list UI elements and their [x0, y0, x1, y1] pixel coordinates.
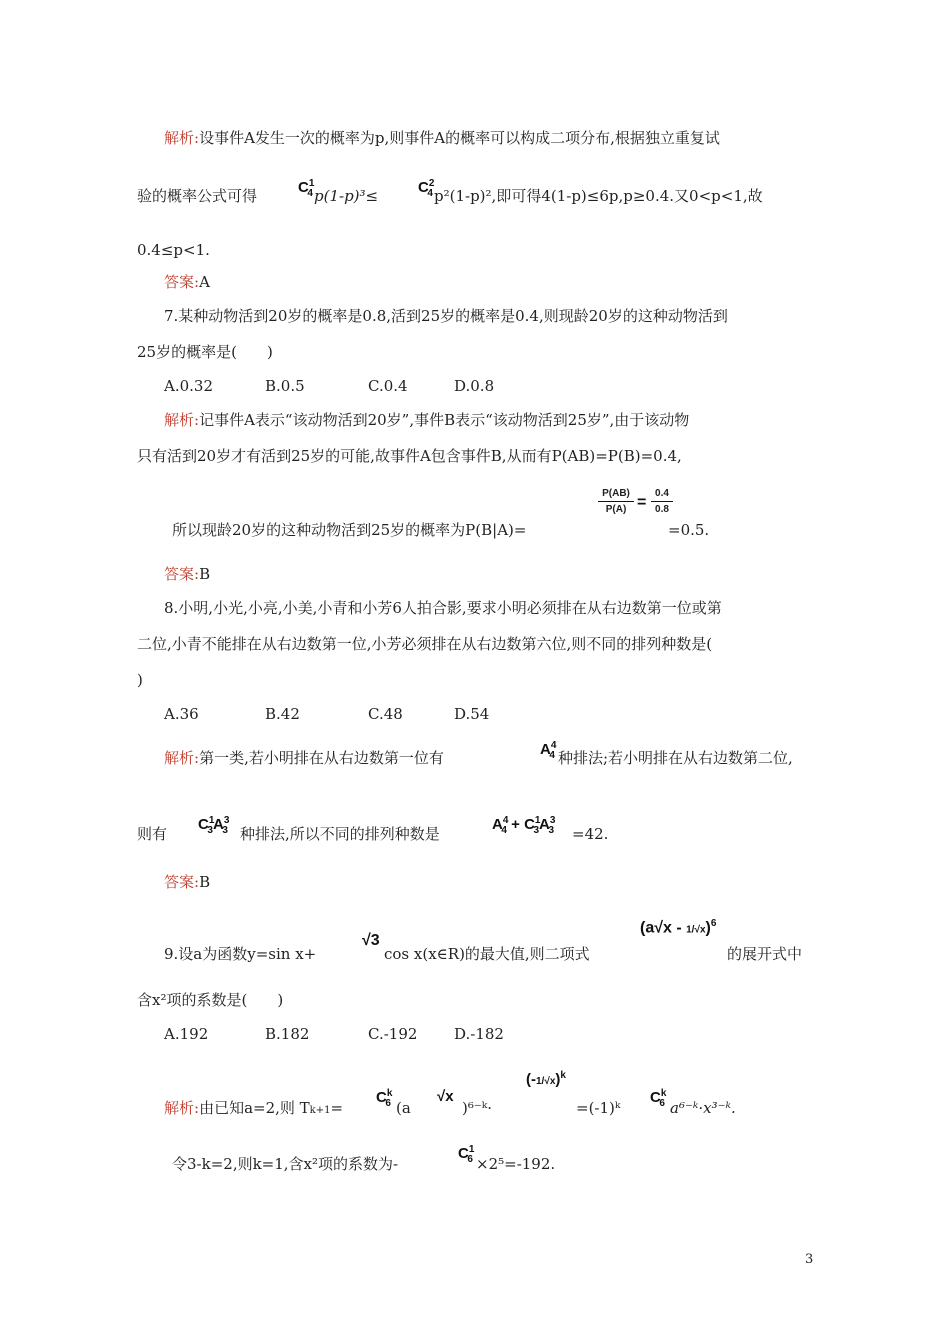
sqrt-3: √3 [362, 932, 380, 949]
q6-answer [164, 272, 210, 292]
q9-analysis-1d: =(-1)ᵏ [576, 1099, 621, 1117]
analysis-label: 解析: [164, 1099, 200, 1117]
q9-analysis-1b: (a [396, 1099, 411, 1117]
combination-c41: $C^1_4$ [298, 178, 315, 199]
page-number: 3 [805, 1252, 814, 1267]
answer-value: B [199, 873, 211, 891]
q8-analysis-line1 [164, 748, 444, 768]
q7-option-c: C.0.4 [368, 377, 408, 395]
sum-a44-c31a33: $A^4_4 + C^1_3A^3_3$ [492, 815, 556, 836]
analysis-text: 由已知a=2,则 T [199, 1099, 310, 1117]
q9-stem-line1a: 9.设a为函数y=sin x+ [164, 945, 317, 963]
analysis-text: 设事件A发生一次的概率为p,则事件A的概率可以构成二项分布,根据独立重复试 [199, 129, 720, 147]
q6-analysis-line2c: p²(1-p)²,即可得4(1-p)≤6p,p≥0.4.又0<p<1,故 [434, 187, 763, 205]
q9-option-d: D.-182 [454, 1025, 504, 1043]
q8-stem-line2: 二位,小青不能排在从右边数第一位,小芳必须排在从右边数第六位,则不同的排列种数是( [137, 635, 713, 653]
q7-option-d: D.0.8 [454, 377, 495, 395]
answer-value: A [199, 273, 210, 291]
q8-analysis-line1b: 种排法;若小明排在从右边数第二位, [558, 749, 793, 767]
q9-analysis-1c: )⁶⁻ᵏ· [462, 1099, 493, 1117]
sqrt-x: √x [437, 1088, 454, 1105]
q9-option-a: A.192 [164, 1025, 209, 1043]
q9-stem-line1c: 的展开式中 [727, 945, 803, 963]
fraction-denominator: P(A) [605, 504, 627, 515]
analysis-label: 解析: [164, 411, 200, 429]
fraction-numerator: P(AB) [602, 488, 630, 499]
neg-reciprocal-sqrt-x: $(-1/√x)^k$ [526, 1070, 566, 1088]
fraction-denominator: 0.8 [655, 504, 669, 515]
q6-analysis-line1 [164, 128, 720, 148]
analysis-text: 记事件A表示“该动物活到20岁”,事件B表示“该动物活到25岁”,由于该动物 [199, 411, 690, 429]
q9-option-b: B.182 [265, 1025, 310, 1043]
q7-analysis-line1 [164, 410, 689, 430]
q7-answer [164, 564, 210, 584]
fraction-numerator: 0.4 [655, 488, 669, 499]
analysis-label: 解析: [164, 749, 200, 767]
q6-analysis-line2a: 验的概率公式可得 [137, 187, 258, 205]
answer-label: 答案: [164, 873, 200, 891]
combination-c31-a33: $C^1_3A^3_3$ [198, 815, 230, 836]
q7-analysis-line3: 所以现龄20岁的这种动物活到25岁的概率为P(B|A)= [172, 521, 527, 539]
q6-analysis-line3: 0.4≤p<1. [137, 241, 210, 259]
answer-value: B [199, 565, 211, 583]
answer-label: 答案: [164, 565, 200, 583]
analysis-text: 第一类,若小明排在从右边数第一位有 [199, 749, 444, 767]
answer-label: 答案: [164, 273, 200, 291]
q7-analysis-line3-end: =0.5. [668, 521, 710, 539]
q8-option-b: B.42 [265, 705, 300, 723]
analysis-label: 解析: [164, 129, 200, 147]
equals-sign: = [637, 494, 647, 511]
q7-option-b: B.0.5 [265, 377, 305, 395]
q9-analysis-line2a: 令3-k=2,则k=1,含x²项的系数为- [172, 1155, 399, 1173]
combination-c6k: $C^k_6$ [376, 1088, 393, 1109]
q9-stem-line1b: cos x(x∈R)的最大值,则二项式 [384, 945, 590, 963]
q7-stem-line2: 25岁的概率是( ) [137, 343, 273, 361]
q8-analysis-line2a: 则有 [137, 825, 168, 843]
combination-c61: $C^1_6$ [458, 1144, 475, 1165]
binomial-expression: (a√x - 1/√x)$^6$ [640, 918, 717, 937]
q9-stem-line2: 含x²项的系数是( ) [137, 991, 284, 1009]
q6-analysis-line2b: p(1-p)³≤ [314, 187, 379, 205]
q8-option-a: A.36 [164, 705, 199, 723]
arrangement-a44: $A^4_4$ [540, 740, 557, 761]
q7-analysis-line2: 只有活到20岁才有活到25岁的可能,故事件A包含事件B,从而有P(AB)=P(B)=0.4, [137, 447, 682, 465]
combination-c6k-2: $C^k_6$ [650, 1088, 667, 1109]
q7-stem-line1: 7.某种动物活到20岁的概率是0.8,活到25岁的概率是0.4,则现龄20岁的这种动物活到 [164, 307, 728, 325]
q8-stem-line1: 8.小明,小光,小亮,小美,小青和小芳6人拍合影,要求小明必须排在从右边数第一位或第 [164, 599, 722, 617]
q8-answer [164, 872, 210, 892]
q9-analysis-line1: 解析:由已知a=2,则 Tk+1= [164, 1099, 344, 1117]
q8-analysis-line2c: =42. [572, 825, 609, 843]
q8-option-c: C.48 [368, 705, 403, 723]
q8-analysis-line2b: 种排法,所以不同的排列种数是 [240, 825, 440, 843]
q7-option-a: A.0.32 [164, 377, 213, 395]
q9-analysis-line2b: ×2⁵=-192. [476, 1155, 556, 1173]
q9-option-c: C.-192 [368, 1025, 418, 1043]
q8-option-d: D.54 [454, 705, 490, 723]
fraction-04-08 [651, 488, 673, 515]
fraction-pab-pa [598, 488, 634, 515]
q9-analysis-1e: a⁶⁻ᵏ·x³⁻ᵏ. [670, 1099, 736, 1117]
combination-c42: $C^2_4$ [418, 178, 435, 199]
q8-stem-line3: ) [137, 671, 143, 689]
